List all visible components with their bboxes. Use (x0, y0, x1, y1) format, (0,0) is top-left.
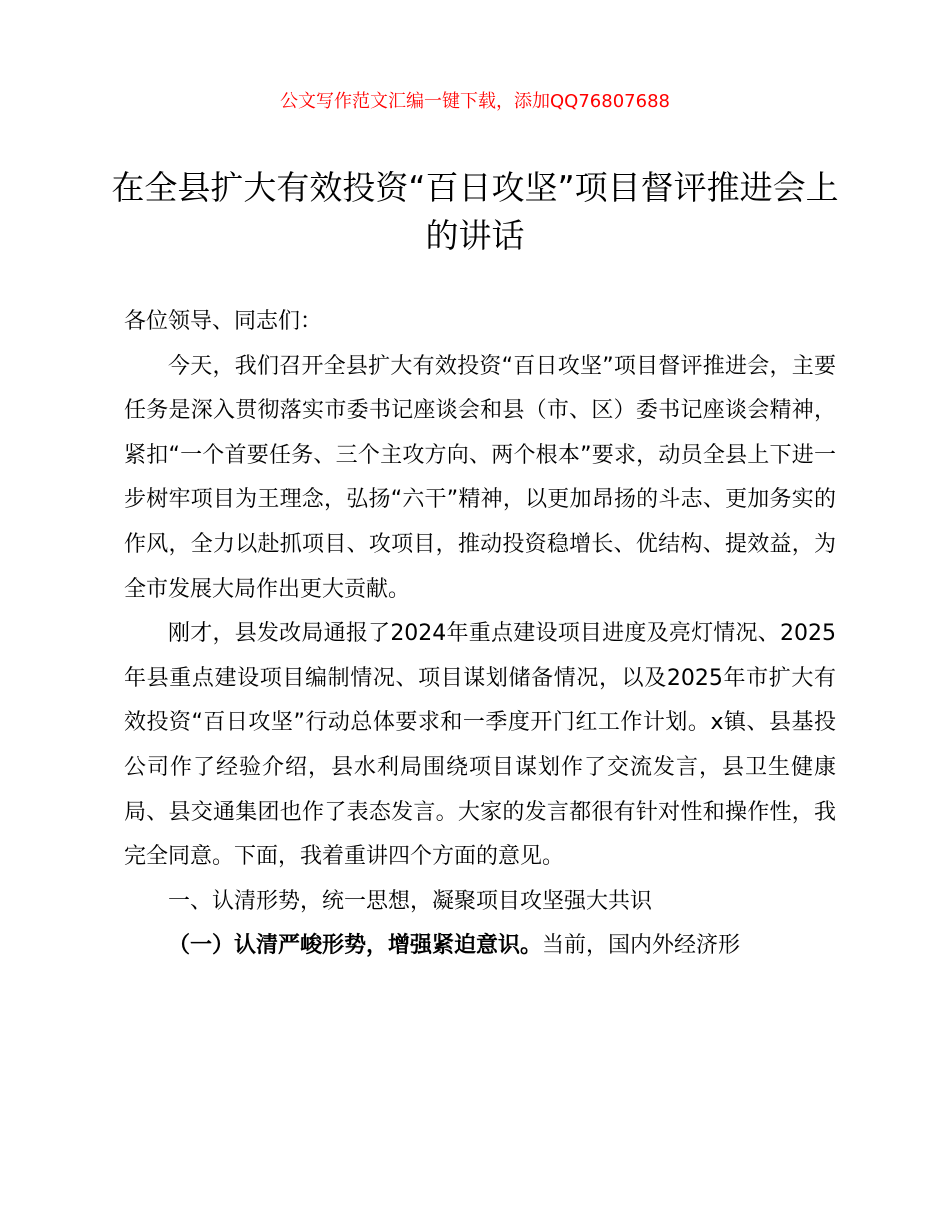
paragraph: 今天，我们召开全县扩大有效投资“百日攻坚”项目督评推进会，主要任务是深入贯彻落实市委书记座谈会和县（市、区）委书记座谈会精神，紧扣“一个首要任务、三个主攻方向、两个根本”要求，动员全县上下进一步树牢项目为王理念，弘扬“六干”精神，以更加昂扬的斗志、更加务实的作风，全力以赴抓项目、攻项目，推动投资稳增长、优结构、提效益，为全市发展大局作出更大贡献。 (124, 353, 836, 602)
paragraph: 刚才，县发改局通报了2024年重点建设项目进度及亮灯情况、2025年县重点建设项目编制情况、项目谋划储备情况，以及2025年市扩大有效投资“百日攻坚”行动总体要求和一季度开门红工作计划。x镇、县基投公司作了经验介绍，县水利局围绕项目谋划作了交流发言，县卫生健康局、县交通集团也作了表态发言。大家的发言都很有针对性和操作性，我完全同意。下面，我着重讲四个方面的意见。 (124, 621, 836, 870)
document-body (124, 300, 836, 969)
document-title: 在全县扩大有效投资“百日攻坚”项目督评推进会上的讲话 (111, 168, 839, 255)
subsection-text: 当前，国内外经济形 (542, 933, 741, 959)
subsection-paragraph (124, 924, 836, 969)
section-heading: 一、认清形势，统一思想，凝聚项目攻坚强大共识 (168, 888, 653, 914)
greeting: 各位领导、同志们： (124, 309, 323, 334)
subsection-heading: （一）认清严峻形势，增强紧迫意识。 (168, 933, 543, 959)
promo-banner: 公文写作范文汇编一键下载，添加QQ76807688 (280, 91, 670, 112)
